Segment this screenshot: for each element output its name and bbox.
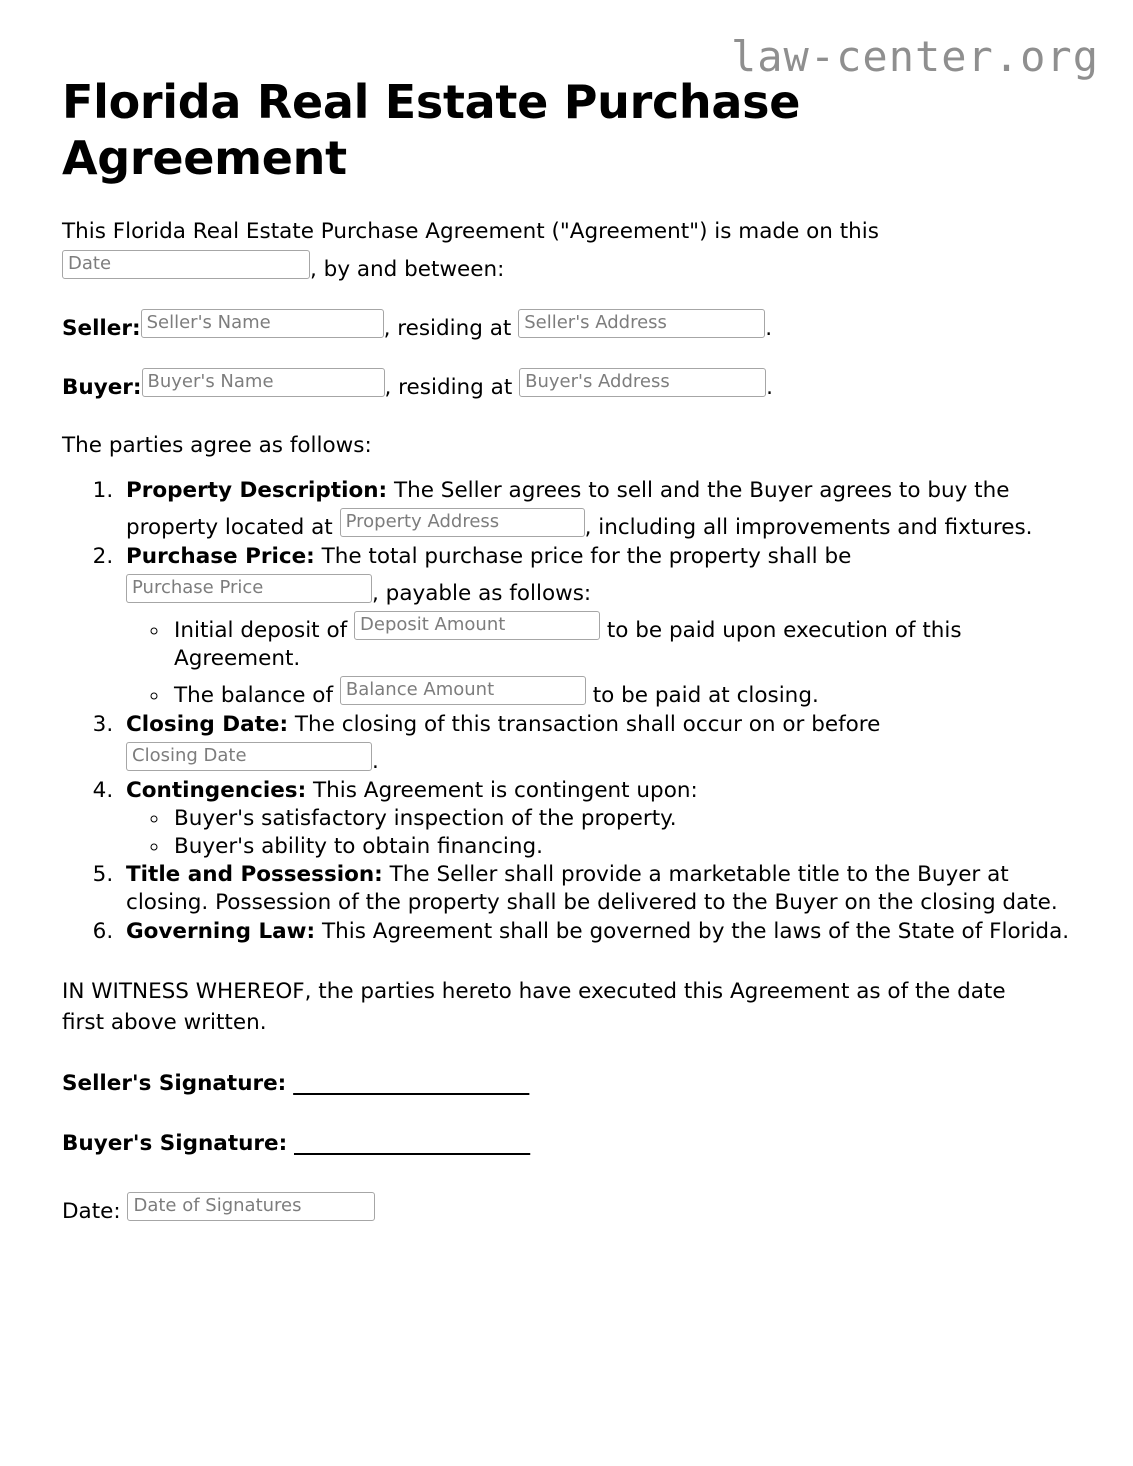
term-text-after: . (372, 748, 379, 774)
seller-label: Seller: (62, 315, 141, 341)
buyer-name-input[interactable]: Buyer's Name (142, 368, 385, 397)
closing-date-input[interactable]: Closing Date (126, 742, 372, 771)
buyer-connector: , residing at (384, 374, 513, 400)
sublist-item-deposit (170, 608, 1071, 673)
balance-text-after: to be paid at closing. (592, 682, 819, 708)
witness-paragraph: IN WITNESS WHEREOF, the parties hereto have executed this Agreement as of the date first above written. (62, 979, 1006, 1036)
term-heading: Purchase Price: (126, 544, 315, 570)
sublist-item-financing: ◦ Buyer's ability to obtain financing. (170, 833, 1071, 861)
seller-row (62, 306, 1071, 345)
term-purchase-price (120, 543, 1071, 710)
property-address-input[interactable]: Property Address (340, 508, 585, 537)
buyer-signature-label: Buyer's Signature: (62, 1130, 288, 1156)
buyer-signature-row (62, 1129, 1071, 1159)
term-heading: Title and Possession: (126, 862, 383, 888)
term-text-before: The Seller agrees to sell and the Buyer agrees to buy the property located at (126, 478, 1010, 541)
term-text-after: , including all improvements and fixtures. (584, 515, 1033, 541)
sublist-item-inspection: ◦ Buyer's satisfactory inspection of the property. (170, 805, 1071, 833)
seller-signature-row (62, 1069, 1071, 1099)
agree-line: The parties agree as follows: (62, 433, 372, 459)
payment-sublist (126, 608, 1071, 710)
seller-terminator: . (765, 315, 773, 341)
contingencies-sublist (126, 805, 1071, 861)
balance-amount-input[interactable]: Balance Amount (340, 676, 586, 705)
page-title: Florida Real Estate Purchase Agreement (62, 75, 801, 186)
buyer-signature-line[interactable]: _______________________ (294, 1130, 530, 1156)
signature-date-label: Date: (62, 1198, 121, 1224)
term-contingencies (120, 777, 1071, 861)
seller-name-input[interactable]: Seller's Name (141, 309, 384, 338)
seller-address-input[interactable]: Seller's Address (518, 309, 765, 338)
term-text-before: The closing of this transaction shall occur on or before (288, 711, 881, 737)
term-text-after: , payable as follows: (372, 581, 592, 607)
seller-connector: , residing at (383, 315, 512, 341)
deposit-amount-input[interactable]: Deposit Amount (354, 611, 600, 640)
intro-paragraph (62, 216, 942, 285)
buyer-row (62, 365, 1071, 404)
seller-signature-label: Seller's Signature: (62, 1070, 287, 1096)
term-text: The Seller shall provide a marketable title to the Buyer at closing. Possession of the property shall be delivered to the Buyer on the closing date. (126, 862, 1058, 916)
term-text: This Agreement shall be governed by the laws of the State of Florida. (315, 919, 1070, 945)
sublist-item-balance (170, 673, 1071, 710)
buyer-address-input[interactable]: Buyer's Address (519, 368, 766, 397)
signature-date-input[interactable]: Date of Signatures (127, 1192, 375, 1221)
date-input[interactable]: Date (62, 250, 310, 279)
intro-text-before: This Florida Real Estate Purchase Agreement ("Agreement") is made on this (62, 219, 879, 245)
site-watermark: law-center.org (730, 32, 1099, 81)
term-text: This Agreement is contingent upon: (306, 777, 698, 803)
term-heading: Governing Law: (126, 919, 316, 945)
term-governing-law (120, 918, 1071, 946)
buyer-terminator: . (766, 374, 773, 400)
deposit-text-before: Initial deposit of (174, 617, 348, 643)
purchase-price-input[interactable]: Purchase Price (126, 574, 372, 603)
term-property-description (120, 477, 1071, 542)
terms-list (62, 477, 1071, 946)
term-text-before: The total purchase price for the property shall be (314, 544, 852, 570)
seller-signature-line[interactable]: _______________________ (293, 1070, 529, 1096)
term-closing-date (120, 711, 1071, 776)
deposit-text-after: to be paid upon execution of this Agreement. (174, 617, 962, 671)
term-heading: Closing Date: (126, 711, 289, 737)
signature-date-row (62, 1189, 1071, 1224)
term-heading: Property Description: (126, 478, 388, 504)
balance-text-before: The balance of (174, 682, 334, 708)
term-title-and-possession (120, 861, 1071, 917)
term-heading: Contingencies: (126, 777, 307, 803)
buyer-label: Buyer: (62, 374, 142, 400)
intro-text-after: , by and between: (310, 257, 505, 283)
